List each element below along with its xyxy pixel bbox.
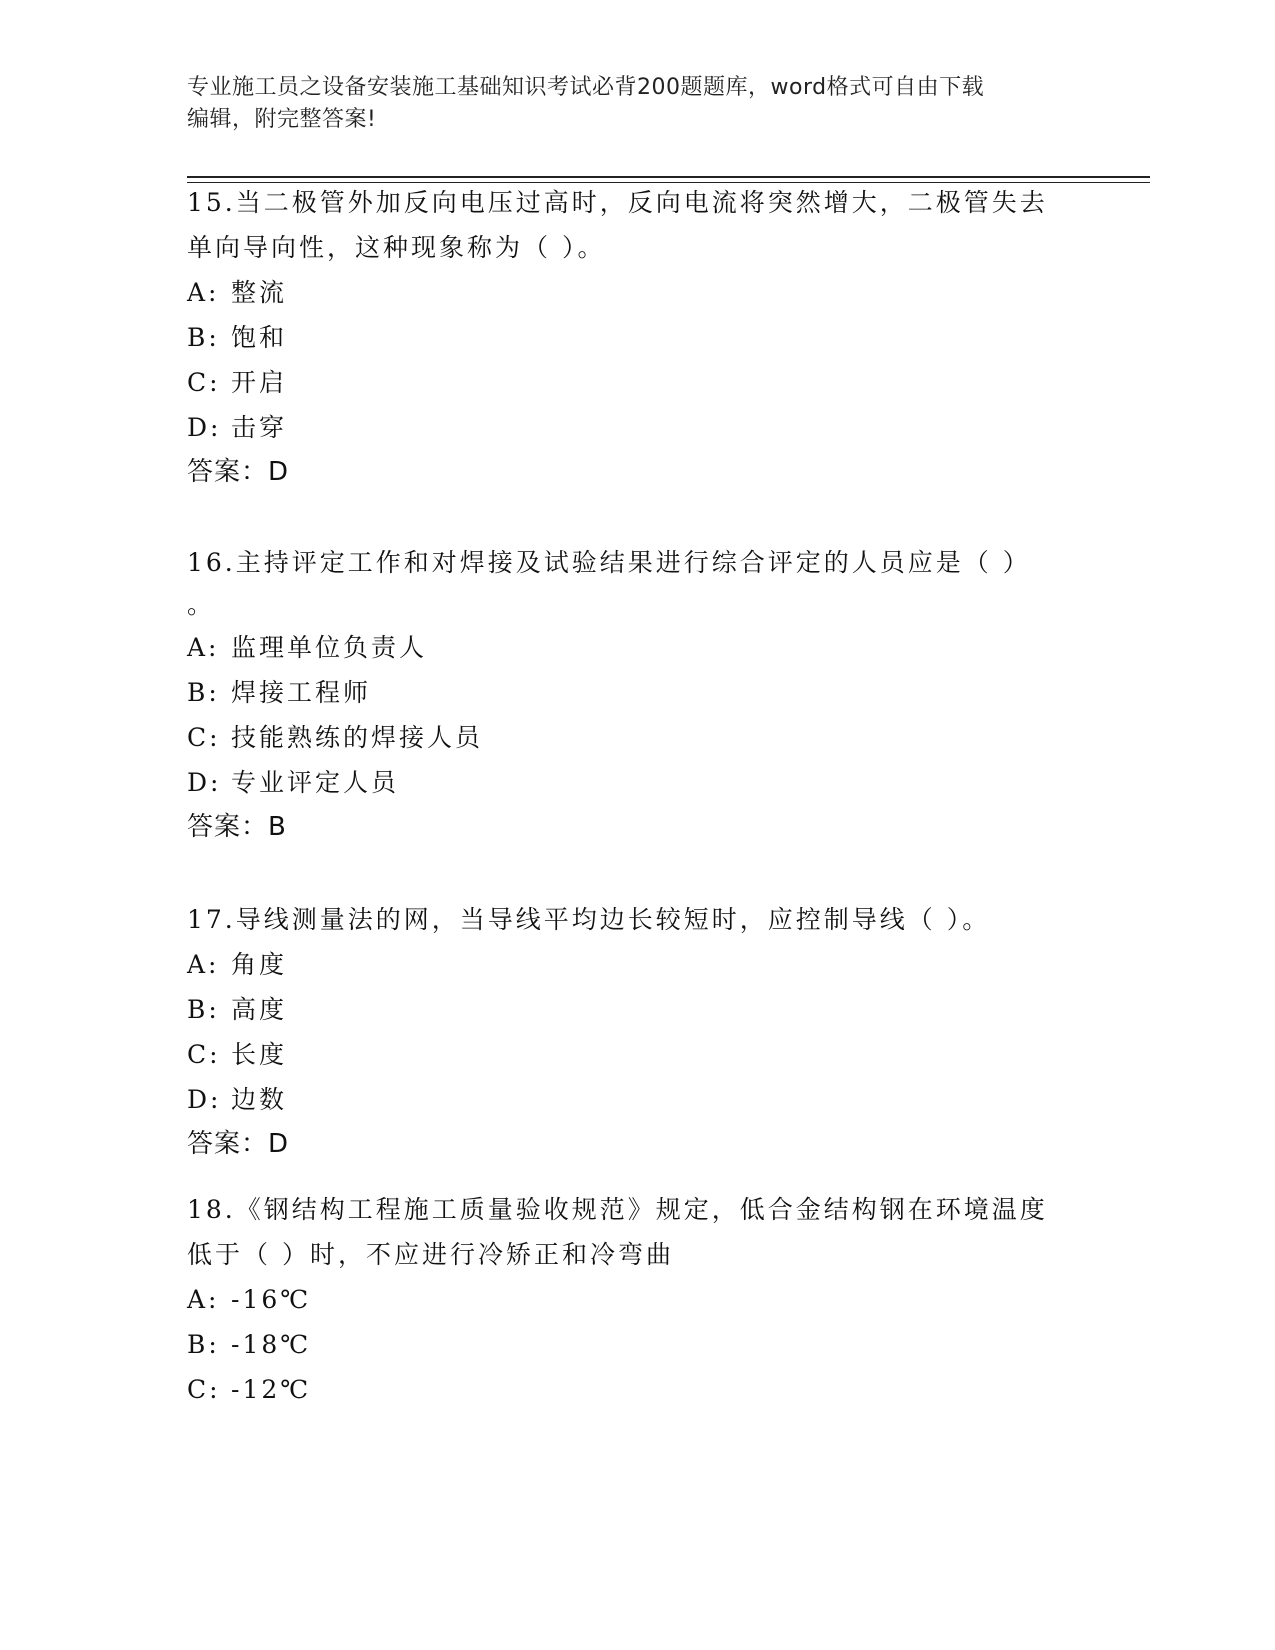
option-key: C: (187, 1040, 221, 1069)
option-text: 技能熟练的焊接人员 (231, 723, 484, 752)
option-b (187, 315, 1087, 360)
question-16 (187, 540, 1087, 850)
document-header (187, 72, 1067, 136)
header-line-1: 专业施工员之设备安装施工基础知识考试必背200题题库，word格式可自由下载 (187, 75, 985, 100)
option-d (187, 760, 1087, 805)
question-17 (187, 897, 1087, 1167)
option-text: 整流 (231, 278, 288, 307)
answer-line: 答案：D (187, 457, 290, 487)
header-divider-thick (187, 176, 1150, 178)
option-key: A: (187, 633, 220, 662)
option-key: B: (187, 1330, 220, 1359)
answer-line: 答案：D (187, 1129, 290, 1159)
option-text: -16℃ (231, 1285, 312, 1314)
option-key: A: (187, 950, 220, 979)
option-a (187, 625, 1087, 670)
question-stem-line: 。 (187, 590, 216, 619)
option-text: 击穿 (231, 413, 288, 442)
option-text: 专业评定人员 (231, 768, 400, 797)
option-text: 饱和 (231, 323, 288, 352)
question-stem-line: 15.当二极管外加反向电压过高时，反向电流将突然增大，二极管失去 (187, 188, 1048, 217)
option-text: 高度 (231, 995, 288, 1024)
option-b (187, 987, 1087, 1032)
option-c (187, 360, 1087, 405)
option-d (187, 405, 1087, 450)
option-key: A: (187, 278, 220, 307)
question-stem-line: 单向导向性，这种现象称为（ ）。 (187, 233, 606, 262)
option-a (187, 1277, 1087, 1322)
option-key: C: (187, 368, 221, 397)
option-text: 焊接工程师 (231, 678, 372, 707)
question-18 (187, 1187, 1087, 1412)
option-key: D: (187, 1085, 222, 1114)
header-line-2: 编辑，附完整答案! (187, 107, 377, 132)
option-key: B: (187, 678, 220, 707)
option-text: -18℃ (231, 1330, 312, 1359)
option-key: C: (187, 723, 221, 752)
option-c (187, 715, 1087, 760)
option-key: C: (187, 1375, 221, 1404)
option-key: D: (187, 768, 222, 797)
option-a (187, 942, 1087, 987)
option-b (187, 1322, 1087, 1367)
option-text: 角度 (231, 950, 288, 979)
option-text: 监理单位负责人 (231, 633, 428, 662)
option-key: D: (187, 413, 222, 442)
question-stem-line: 16.主持评定工作和对焊接及试验结果进行综合评定的人员应是（ ） (187, 548, 1031, 577)
option-b (187, 670, 1087, 715)
answer-line: 答案：B (187, 812, 287, 842)
option-text: 边数 (231, 1085, 288, 1114)
option-key: A: (187, 1285, 220, 1314)
option-text: 长度 (231, 1040, 288, 1069)
option-c (187, 1367, 1087, 1412)
option-d (187, 1077, 1087, 1122)
option-key: B: (187, 323, 220, 352)
question-stem-line: 17.导线测量法的网，当导线平均边长较短时，应控制导线（ ）。 (187, 905, 991, 934)
option-key: B: (187, 995, 220, 1024)
option-c (187, 1032, 1087, 1077)
option-text: -12℃ (231, 1375, 312, 1404)
option-a (187, 270, 1087, 315)
question-stem-line: 18.《钢结构工程施工质量验收规范》规定，低合金结构钢在环境温度 (187, 1195, 1048, 1224)
option-text: 开启 (231, 368, 288, 397)
question-15 (187, 180, 1087, 495)
question-stem-line: 低于（ ）时，不应进行冷矫正和冷弯曲 (187, 1240, 674, 1269)
